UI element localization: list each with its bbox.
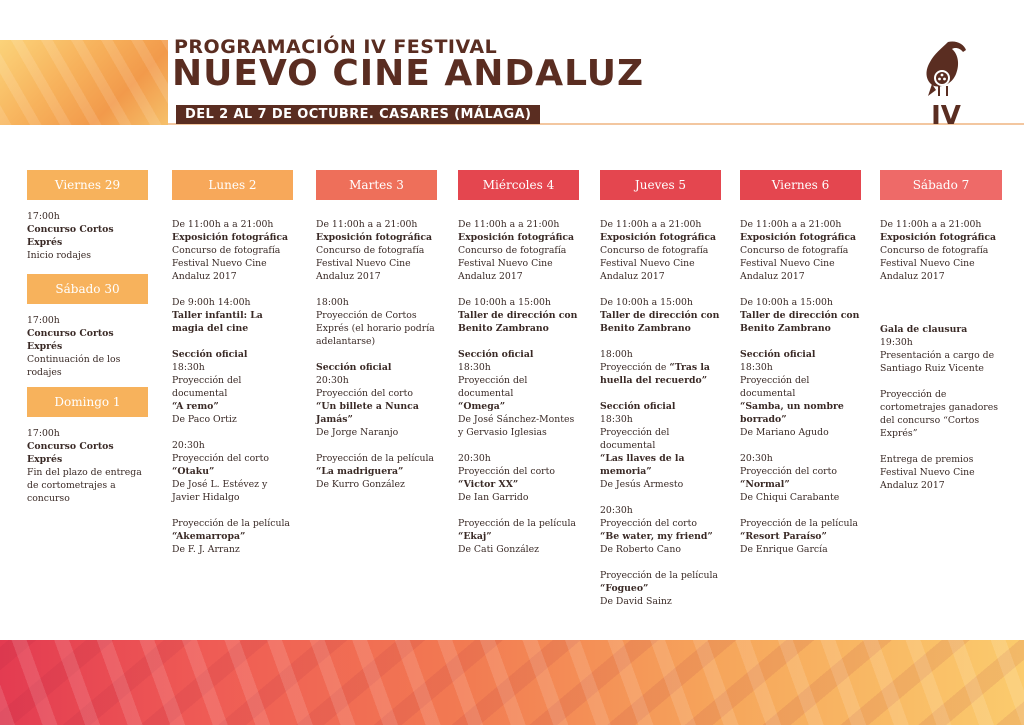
header-decorative-band xyxy=(0,40,168,125)
event-item: Proyección de la película “Resort Paraíso” De Enrique García xyxy=(740,518,858,555)
event-item: Sección oficial 18:30h Proyección del documental “Omega” De José Sánchez-Montes y Gervasio Iglesias xyxy=(458,349,575,438)
day-tab-viernes-29[interactable]: Viernes 29 xyxy=(27,170,148,200)
column-miercoles-4 xyxy=(458,170,579,556)
event-item: De 11:00h a a 21:00h Exposición fotográfica Concurso de fotografía Festival Nuevo Cine Andaluz 2017 xyxy=(740,219,857,282)
event-item: 20:30h Proyección del corto “Otaku” De José L. Estévez y Javier Hidalgo xyxy=(172,440,269,503)
event-item: De 10:00h a 15:00h Taller de dirección con Benito Zambrano xyxy=(740,297,860,334)
event-item: Sección oficial 20:30h Proyección del corto “Un billete a Nunca Jamás” De Jorge Naranjo xyxy=(316,362,419,438)
day-tab-martes-3[interactable]: Martes 3 xyxy=(316,170,437,200)
event-item: De 11:00h a a 21:00h Exposición fotográfica Concurso de fotografía Festival Nuevo Cine Andaluz 2017 xyxy=(880,219,997,282)
logo-numeral: IV xyxy=(931,101,961,128)
event-item: 20:30h Proyección del corto “Be water, my friend” De Roberto Cano xyxy=(600,505,713,555)
column-viernes-6 xyxy=(740,170,861,556)
event-item: De 10:00h a 15:00h Taller de dirección con Benito Zambrano xyxy=(458,297,578,334)
day-tab-sabado-7[interactable]: Sábado 7 xyxy=(880,170,1002,200)
column-lunes-2 xyxy=(172,170,293,556)
footer-decorative-band xyxy=(0,640,1024,725)
event-item: 17:00h Concurso Cortos Exprés Inicio rodajes xyxy=(27,211,114,261)
event-item: Entrega de premios Festival Nuevo Cine Andaluz 2017 xyxy=(880,454,975,491)
event-item: De 11:00h a a 21:00h Exposición fotográfica Concurso de fotografía Festival Nuevo Cine Andaluz 2017 xyxy=(316,219,433,282)
event-item: Proyección de la película “Ekaj” De Cati González xyxy=(458,518,576,555)
column-jueves-5 xyxy=(600,170,721,608)
column-weekend xyxy=(27,170,148,505)
event-item: Proyección de la película “Fogueo” De David Sainz xyxy=(600,570,718,607)
event-item: Gala de clausura 19:30h Presentación a cargo de Santiago Ruiz Vicente xyxy=(880,324,995,374)
page-title-line2: NUEVO CINE ANDALUZ xyxy=(172,53,645,94)
event-item: De 9:00h 14:00h Taller infantil: La magia del cine xyxy=(172,297,263,334)
day-tab-sabado-30[interactable]: Sábado 30 xyxy=(27,274,148,304)
day-tab-lunes-2[interactable]: Lunes 2 xyxy=(172,170,293,200)
event-item: De 11:00h a a 21:00h Exposición fotográfica Concurso de fotografía Festival Nuevo Cine Andaluz 2017 xyxy=(458,219,575,282)
event-item: 18:00h Proyección de Cortos Exprés (el horario podría adelantarse) xyxy=(316,297,435,347)
event-item: De 11:00h a a 21:00h Exposición fotográfica Concurso de fotografía Festival Nuevo Cine Andaluz 2017 xyxy=(600,219,717,282)
event-item: Proyección de la película “La madriguera” De Kurro González xyxy=(316,453,434,490)
event-item: Sección oficial 18:30h Proyección del documental “Las llaves de la memoria” De Jesús Armesto xyxy=(600,401,685,490)
event-item: 20:30h Proyección del corto “Victor XX” De Ian Garrido xyxy=(458,453,555,503)
event-item: 18:00h Proyección de “Tras la huella del recuerdo” xyxy=(600,349,710,386)
event-item: 17:00h Concurso Cortos Exprés Continuación de los rodajes xyxy=(27,315,121,378)
event-item: Sección oficial 18:30h Proyección del documental “A remo” De Paco Ortiz xyxy=(172,349,248,425)
event-item: De 11:00h a a 21:00h Exposición fotográfica Concurso de fotografía Festival Nuevo Cine Andaluz 2017 xyxy=(172,219,289,282)
column-sabado-7 xyxy=(880,170,1002,492)
day-tab-viernes-6[interactable]: Viernes 6 xyxy=(740,170,861,200)
vulture-logo-icon xyxy=(918,38,974,128)
day-tab-domingo-1[interactable]: Domingo 1 xyxy=(27,387,148,417)
event-item: Proyección de la película “Akemarropa” De F. J. Arranz xyxy=(172,518,290,555)
column-martes-3 xyxy=(316,170,437,491)
day-tab-jueves-5[interactable]: Jueves 5 xyxy=(600,170,721,200)
event-item: 20:30h Proyección del corto “Normal” De Chiqui Carabante xyxy=(740,453,840,503)
event-item: 17:00h Concurso Cortos Exprés Fin del plazo de entrega de cortometrajes a concurso xyxy=(27,428,142,504)
event-item: Proyección de cortometrajes ganadores del concurso “Cortos Exprés” xyxy=(880,389,999,439)
event-item: De 10:00h a 15:00h Taller de dirección con Benito Zambrano xyxy=(600,297,720,334)
day-tab-miercoles-4[interactable]: Miércoles 4 xyxy=(458,170,579,200)
event-item: Sección oficial 18:30h Proyección del documental “Samba, un nombre borrado” De Mariano Agudo xyxy=(740,349,844,438)
page-subtitle: DEL 2 AL 7 DE OCTUBRE. CASARES (MÁLAGA) xyxy=(176,105,540,124)
page-title-line1: PROGRAMACIÓN IV FESTIVAL xyxy=(174,36,498,58)
